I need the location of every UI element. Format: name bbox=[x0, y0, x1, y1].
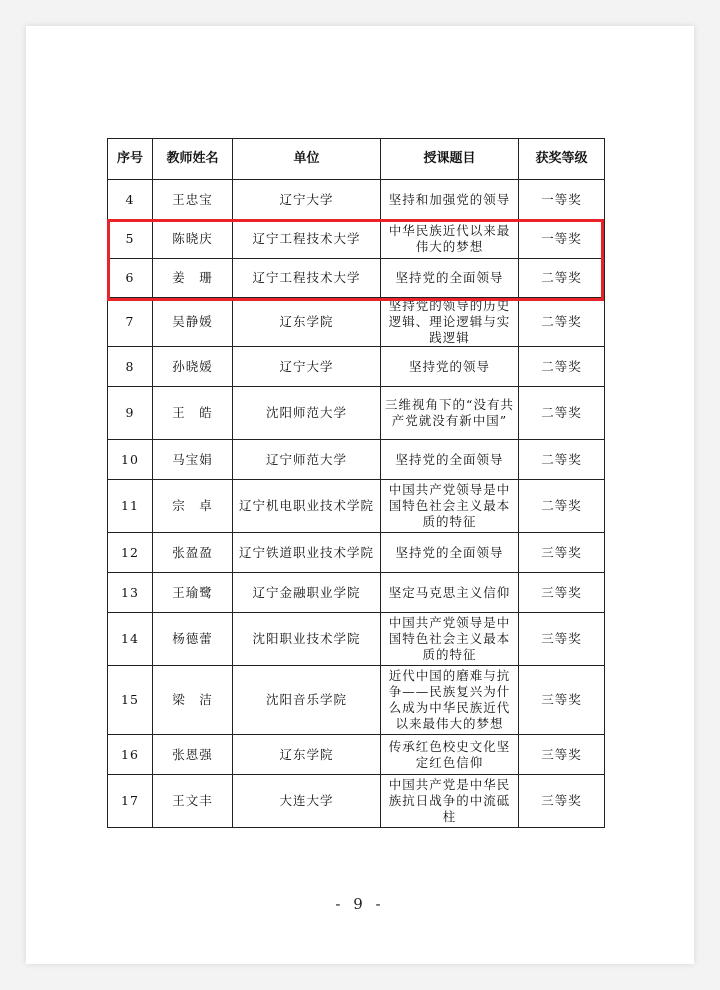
table-row bbox=[108, 573, 605, 613]
cell-teacher: 王文丰 bbox=[153, 775, 233, 828]
header-award: 获奖等级 bbox=[519, 139, 605, 180]
cell-no: 7 bbox=[108, 298, 153, 347]
cell-no: 6 bbox=[108, 259, 153, 298]
cell-award: 三等奖 bbox=[519, 735, 605, 775]
cell-topic: 中国共产党是中华民族抗日战争的中流砥柱 bbox=[381, 775, 519, 828]
header-unit: 单位 bbox=[233, 139, 381, 180]
cell-teacher: 姜 珊 bbox=[153, 259, 233, 298]
table-row bbox=[108, 666, 605, 735]
cell-unit: 沈阳职业技术学院 bbox=[233, 613, 381, 666]
cell-unit: 辽宁金融职业学院 bbox=[233, 573, 381, 613]
cell-award: 二等奖 bbox=[519, 347, 605, 387]
cell-unit: 辽东学院 bbox=[233, 735, 381, 775]
header-no: 序号 bbox=[108, 139, 153, 180]
cell-unit: 辽宁工程技术大学 bbox=[233, 220, 381, 259]
cell-unit: 辽宁机电职业技术学院 bbox=[233, 480, 381, 533]
cell-award: 三等奖 bbox=[519, 573, 605, 613]
cell-no: 9 bbox=[108, 387, 153, 440]
table-row bbox=[108, 480, 605, 533]
cell-topic: 坚持党的全面领导 bbox=[381, 440, 519, 480]
table-row bbox=[108, 387, 605, 440]
cell-teacher: 陈晓庆 bbox=[153, 220, 233, 259]
award-table bbox=[107, 138, 605, 828]
table-row bbox=[108, 775, 605, 828]
table-row bbox=[108, 533, 605, 573]
table-header-row bbox=[108, 139, 605, 180]
cell-no: 11 bbox=[108, 480, 153, 533]
cell-teacher: 梁 洁 bbox=[153, 666, 233, 735]
cell-no: 13 bbox=[108, 573, 153, 613]
cell-no: 12 bbox=[108, 533, 153, 573]
table-row bbox=[108, 298, 605, 347]
cell-no: 5 bbox=[108, 220, 153, 259]
cell-no: 15 bbox=[108, 666, 153, 735]
cell-topic: 中国共产党领导是中国特色社会主义最本质的特征 bbox=[381, 480, 519, 533]
table-row bbox=[108, 347, 605, 387]
document-page bbox=[26, 26, 694, 964]
cell-teacher: 王瑜鹭 bbox=[153, 573, 233, 613]
cell-no: 8 bbox=[108, 347, 153, 387]
cell-teacher: 王忠宝 bbox=[153, 180, 233, 220]
cell-topic: 坚定马克思主义信仰 bbox=[381, 573, 519, 613]
cell-teacher: 孙晓媛 bbox=[153, 347, 233, 387]
cell-unit: 辽东学院 bbox=[233, 298, 381, 347]
cell-award: 二等奖 bbox=[519, 387, 605, 440]
cell-award: 三等奖 bbox=[519, 666, 605, 735]
cell-no: 17 bbox=[108, 775, 153, 828]
cell-teacher: 马宝娟 bbox=[153, 440, 233, 480]
cell-unit: 沈阳音乐学院 bbox=[233, 666, 381, 735]
cell-topic: 近代中国的磨难与抗争——民族复兴为什么成为中华民族近代以来最伟大的梦想 bbox=[381, 666, 519, 735]
cell-award: 三等奖 bbox=[519, 533, 605, 573]
cell-unit: 辽宁大学 bbox=[233, 180, 381, 220]
cell-teacher: 宗 卓 bbox=[153, 480, 233, 533]
table-body bbox=[108, 180, 605, 828]
cell-award: 一等奖 bbox=[519, 180, 605, 220]
cell-award: 二等奖 bbox=[519, 480, 605, 533]
cell-unit: 辽宁师范大学 bbox=[233, 440, 381, 480]
table-row bbox=[108, 440, 605, 480]
header-topic: 授课题目 bbox=[381, 139, 519, 180]
cell-unit: 沈阳师范大学 bbox=[233, 387, 381, 440]
cell-teacher: 杨德蕾 bbox=[153, 613, 233, 666]
cell-topic: 三维视角下的“没有共产党就没有新中国” bbox=[381, 387, 519, 440]
cell-teacher: 吴静媛 bbox=[153, 298, 233, 347]
cell-unit: 辽宁工程技术大学 bbox=[233, 259, 381, 298]
cell-topic: 中华民族近代以来最伟大的梦想 bbox=[381, 220, 519, 259]
cell-topic: 坚持党的领导 bbox=[381, 347, 519, 387]
cell-unit: 大连大学 bbox=[233, 775, 381, 828]
cell-topic: 传承红色校史文化坚定红色信仰 bbox=[381, 735, 519, 775]
cell-topic: 坚持和加强党的领导 bbox=[381, 180, 519, 220]
cell-award: 一等奖 bbox=[519, 220, 605, 259]
table-row bbox=[108, 735, 605, 775]
table-row bbox=[108, 220, 605, 259]
cell-unit: 辽宁铁道职业技术学院 bbox=[233, 533, 381, 573]
cell-topic: 坚持党的领导的历史逻辑、理论逻辑与实践逻辑 bbox=[381, 298, 519, 347]
table-row bbox=[108, 180, 605, 220]
cell-no: 10 bbox=[108, 440, 153, 480]
cell-teacher: 王 皓 bbox=[153, 387, 233, 440]
page-number: - 9 - bbox=[335, 895, 385, 913]
table-row bbox=[108, 613, 605, 666]
cell-award: 三等奖 bbox=[519, 775, 605, 828]
table-row bbox=[108, 259, 605, 298]
cell-award: 二等奖 bbox=[519, 440, 605, 480]
cell-no: 14 bbox=[108, 613, 153, 666]
cell-award: 二等奖 bbox=[519, 298, 605, 347]
cell-topic: 坚持党的全面领导 bbox=[381, 533, 519, 573]
header-teacher: 教师姓名 bbox=[153, 139, 233, 180]
cell-teacher: 张盈盈 bbox=[153, 533, 233, 573]
cell-no: 4 bbox=[108, 180, 153, 220]
cell-topic: 坚持党的全面领导 bbox=[381, 259, 519, 298]
cell-teacher: 张恩强 bbox=[153, 735, 233, 775]
cell-award: 三等奖 bbox=[519, 613, 605, 666]
cell-no: 16 bbox=[108, 735, 153, 775]
cell-topic: 中国共产党领导是中国特色社会主义最本质的特征 bbox=[381, 613, 519, 666]
cell-unit: 辽宁大学 bbox=[233, 347, 381, 387]
cell-award: 二等奖 bbox=[519, 259, 605, 298]
